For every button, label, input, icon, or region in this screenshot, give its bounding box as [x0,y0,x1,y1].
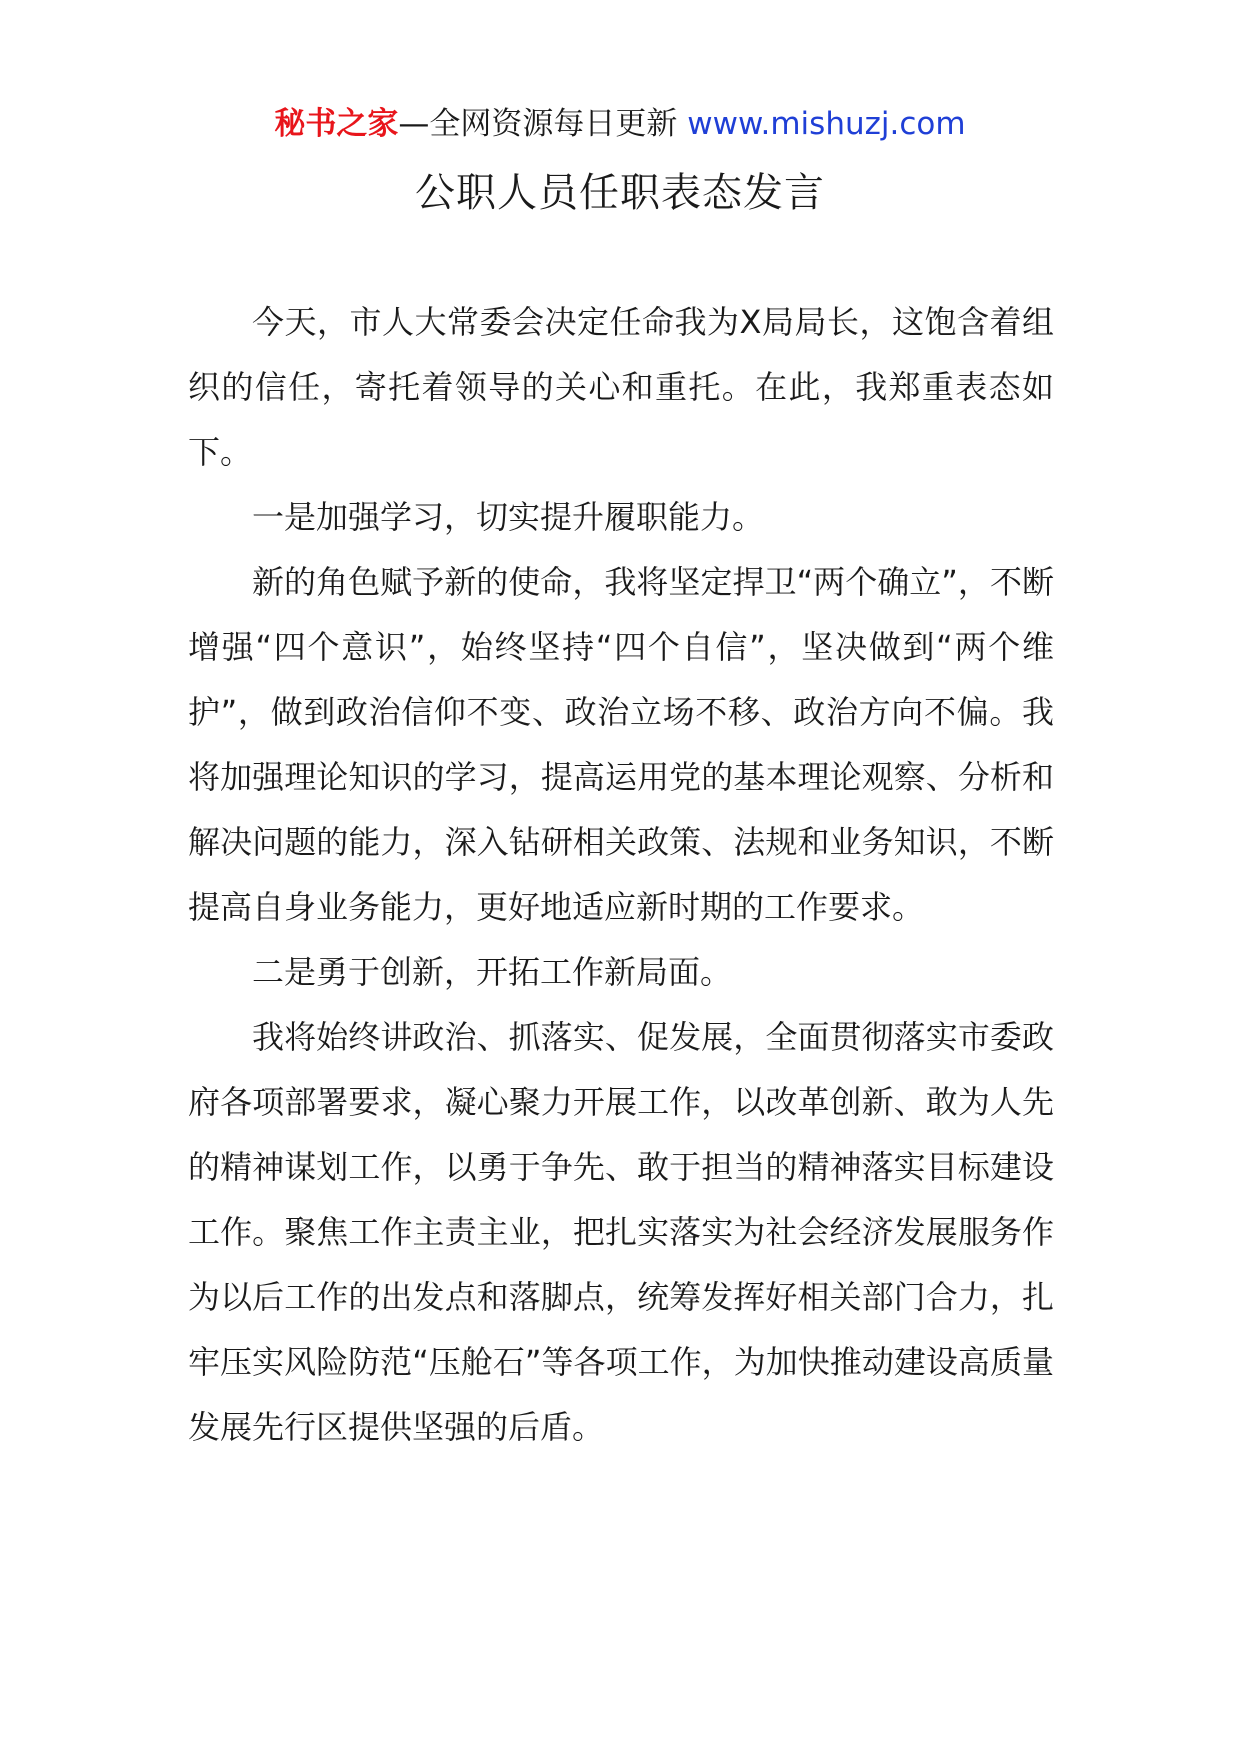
document-title: 公职人员任职表态发言 [415,170,825,216]
header-tagline: —全网资源每日更新 [398,106,688,142]
document-body [188,290,1054,1460]
paragraph-intro: 今天，市人大常委会决定任命我为X局局长，这饱含着组织的信任，寄托着领导的关心和重托。在此，我郑重表态如下。 [188,303,1054,471]
brand-name: 秘书之家 [274,106,399,142]
section-heading-2: 二是勇于创新，开拓工作新局面。 [252,953,733,991]
paragraph-section-1: 新的角色赋予新的使命，我将坚定捍卫“两个确立”，不断增强“四个意识”，始终坚持“四个自信”，坚决做到“两个维护”，做到政治信仰不变、政治立场不移、政治方向不偏。我将加强理论知识的学习，提高运用党的基本理论观察、分析和解决问题的能力，深入钻研相关政策、法规和业务知识，不断提高自身业务能力，更好地适应新时期的工作要求。 [188,563,1054,926]
section-heading-1: 一是加强学习，切实提升履职能力。 [252,498,765,536]
site-url-link[interactable]: www.mishuzj.com [687,106,966,142]
site-header [0,100,1240,148]
paragraph-section-2: 我将始终讲政治、抓落实、促发展，全面贯彻落实市委政府各项部署要求，凝心聚力开展工作，以改革创新、敢为人先的精神谋划工作，以勇于争先、敢于担当的精神落实目标建设工作。聚焦工作主责主业，把扎实落实为社会经济发展服务作为以后工作的出发点和落脚点，统筹发挥好相关部门合力，扎牢压实风险防范“压舱石”等各项工作，为加快推动建设高质量发展先行区提供坚强的后盾。 [188,1018,1054,1446]
